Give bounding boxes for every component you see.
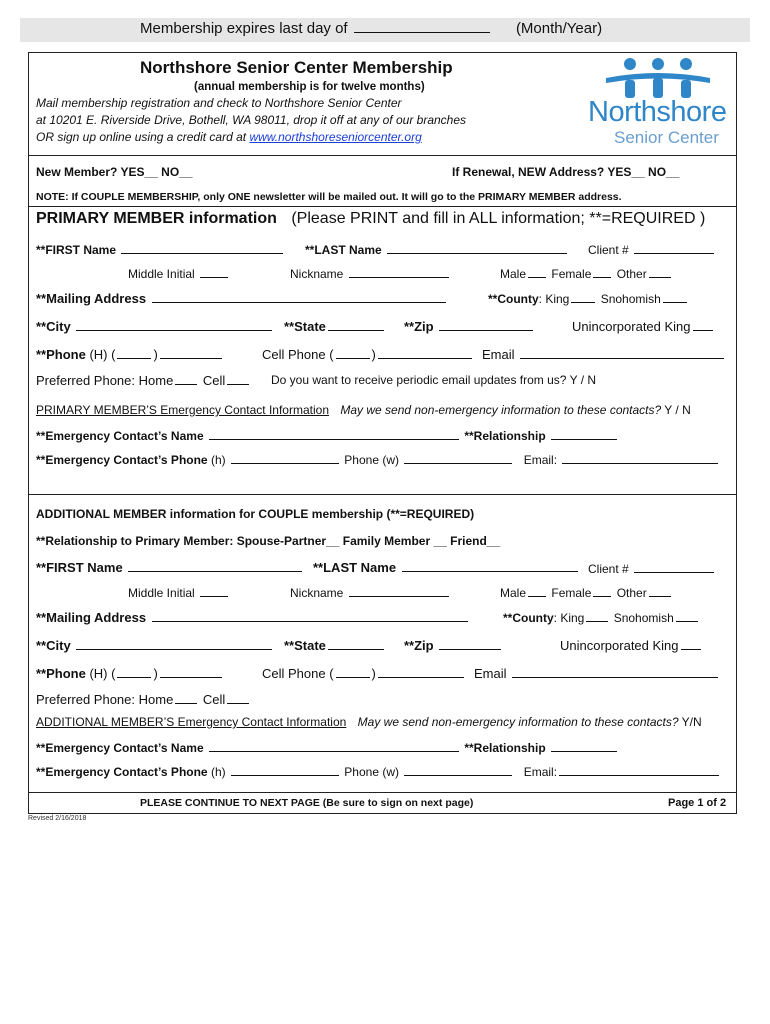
additional-client-label: Client # xyxy=(588,562,629,576)
additional-city-label: **City xyxy=(36,638,71,653)
primary-phone-row: **Phone (H) ( ) xyxy=(36,346,224,362)
additional-nickname-row xyxy=(290,584,451,600)
primary-county-snohomish-label: Snohomish xyxy=(600,292,661,306)
additional-female-field[interactable] xyxy=(593,584,611,597)
logo-word-northshore: Northshore xyxy=(588,96,727,128)
additional-ec-email-label: Email: xyxy=(523,765,558,779)
mail-instructions-2: at 10201 E. Riverside Drive, Bothell, WA 98011, drop it off at any of our branches xyxy=(36,113,467,127)
primary-phone-h-label: (H) ( xyxy=(89,347,116,362)
primary-state-label: **State xyxy=(284,319,326,334)
additional-email-label: Email xyxy=(474,666,507,681)
form-subtitle: (annual membership is for twelve months) xyxy=(194,81,425,93)
additional-middle-initial-row xyxy=(128,584,230,600)
additional-gender-row xyxy=(500,584,673,600)
primary-nickname-row xyxy=(290,265,451,281)
primary-ec-relationship-field[interactable] xyxy=(551,427,617,440)
additional-ec-phone-w-field[interactable] xyxy=(404,763,512,776)
primary-ec-phone-label: **Emergency Contact’s Phone xyxy=(36,453,208,467)
primary-female-label: Female xyxy=(551,267,592,281)
additional-county-row xyxy=(503,609,700,625)
primary-first-name-field[interactable] xyxy=(121,241,283,254)
additional-male-label: Male xyxy=(500,586,527,600)
additional-nickname-field[interactable] xyxy=(349,584,449,597)
additional-emergency-yn[interactable]: Y/N xyxy=(678,715,702,729)
additional-mailing-address-row xyxy=(36,609,470,625)
additional-unincorporated-row xyxy=(560,637,703,653)
additional-cell-phone-label: Cell Phone ( xyxy=(262,666,334,681)
additional-zip-field[interactable] xyxy=(439,637,501,650)
additional-other-field[interactable] xyxy=(649,584,671,597)
primary-gender-row xyxy=(500,265,673,281)
primary-unincorporated-row xyxy=(572,318,715,334)
primary-mailing-address-label: **Mailing Address xyxy=(36,291,147,306)
additional-middle-initial-label: Middle Initial xyxy=(128,586,195,600)
primary-county-snohomish-field[interactable] xyxy=(663,290,687,303)
additional-ec-name-field[interactable] xyxy=(209,739,459,752)
primary-county-king-field[interactable] xyxy=(571,290,595,303)
additional-county-king-field[interactable] xyxy=(586,609,608,622)
primary-ec-name-label: **Emergency Contact’s Name xyxy=(36,429,204,443)
additional-county-snohomish-label: Snohomish xyxy=(613,611,674,625)
primary-client-row xyxy=(588,241,716,257)
primary-cell-area-field[interactable] xyxy=(336,346,370,359)
primary-preferred-cell-field[interactable] xyxy=(227,372,249,385)
additional-ec-relationship-label: **Relationship xyxy=(464,741,546,755)
additional-state-field[interactable] xyxy=(328,637,384,650)
additional-last-name-field[interactable] xyxy=(402,559,578,572)
additional-ec-phone-h-field[interactable] xyxy=(231,763,339,776)
additional-ec-phone-row xyxy=(36,763,721,779)
primary-zip-label: **Zip xyxy=(404,319,434,334)
primary-city-row xyxy=(36,318,274,334)
primary-email-row xyxy=(482,346,726,362)
additional-cell-phone-row: Cell Phone ( ) xyxy=(262,665,466,681)
primary-mailing-address-field[interactable] xyxy=(152,290,446,303)
additional-mailing-address-field[interactable] xyxy=(152,609,468,622)
website-link[interactable]: www.northshoreseniorcenter.org xyxy=(249,130,422,144)
additional-county-label: **County xyxy=(503,611,554,625)
additional-ec-relationship-field[interactable] xyxy=(551,739,617,752)
primary-heading-note: (Please PRINT and fill in ALL information; **=REQUIRED ) xyxy=(291,210,706,227)
primary-cell-phone-label: Cell Phone ( xyxy=(262,347,334,362)
expires-label: Membership expires last day of xyxy=(140,20,348,37)
form-title: Northshore Senior Center Membership xyxy=(140,58,453,77)
renewal-address-question[interactable]: If Renewal, NEW Address? YES__ NO__ xyxy=(452,165,680,179)
additional-zip-row xyxy=(404,637,503,653)
primary-ec-relationship-label: **Relationship xyxy=(464,429,546,443)
primary-emergency-heading: PRIMARY MEMBER’S Emergency Contact Information xyxy=(36,403,329,417)
primary-preferred-phone-row xyxy=(36,372,251,388)
additional-preferred-home-field[interactable] xyxy=(175,691,197,704)
primary-unincorporated-field[interactable] xyxy=(693,318,713,331)
primary-email-field[interactable] xyxy=(520,346,724,359)
primary-phone-area-field[interactable] xyxy=(117,346,151,359)
primary-emergency-yn[interactable]: Y / N xyxy=(661,403,691,417)
primary-heading-row xyxy=(36,210,705,228)
people-icon xyxy=(588,56,728,100)
page-number: Page 1 of 2 xyxy=(668,797,727,809)
primary-preferred-cell-label: Cell xyxy=(202,373,226,388)
primary-state-field[interactable] xyxy=(328,318,384,331)
additional-state-label: **State xyxy=(284,638,326,653)
primary-ec-phone-h-label: (h) xyxy=(207,453,226,467)
additional-preferred-cell-label: Cell xyxy=(202,692,226,707)
primary-male-label: Male xyxy=(500,267,527,281)
additional-client-field[interactable] xyxy=(634,560,714,573)
primary-last-name-row xyxy=(305,241,569,257)
primary-preferred-home-field[interactable] xyxy=(175,372,197,385)
additional-ec-email-field[interactable] xyxy=(559,763,719,776)
additional-zip-label: **Zip xyxy=(404,638,434,653)
additional-first-name-label: **FIRST Name xyxy=(36,560,123,575)
primary-first-name-row xyxy=(36,241,285,257)
additional-cell-number-field[interactable] xyxy=(378,665,464,678)
additional-unincorporated-label: Unincorporated King xyxy=(560,638,679,653)
month-year-label: (Month/Year) xyxy=(515,20,603,37)
additional-city-field[interactable] xyxy=(76,637,272,650)
additional-phone-h-label: (H) ( xyxy=(89,666,116,681)
additional-first-name-field[interactable] xyxy=(128,559,302,572)
new-member-question[interactable]: New Member? YES__ NO__ xyxy=(36,165,193,179)
additional-other-label: Other xyxy=(616,586,647,600)
additional-email-row xyxy=(474,665,720,681)
additional-preferred-phone-row xyxy=(36,691,251,707)
additional-email-field[interactable] xyxy=(512,665,718,678)
logo-word-senior-center: Senior Center xyxy=(614,128,719,147)
primary-ec-name-row xyxy=(36,427,619,443)
additional-ec-phone-label: **Emergency Contact’s Phone xyxy=(36,765,208,779)
additional-middle-initial-field[interactable] xyxy=(200,584,228,597)
primary-ec-phone-w-label: Phone (w) xyxy=(344,453,399,467)
primary-nickname-label: Nickname xyxy=(290,267,344,281)
additional-emergency-heading-row xyxy=(36,715,702,729)
primary-county-label: **County xyxy=(488,292,539,306)
primary-email-updates-question[interactable]: Do you want to receive periodic email updates from us? Y / N xyxy=(271,373,597,387)
additional-client-row xyxy=(588,560,716,576)
additional-heading: ADDITIONAL MEMBER information for COUPLE membership (**=REQUIRED) xyxy=(36,507,475,521)
primary-state-row xyxy=(284,318,386,334)
couple-note: NOTE: If COUPLE MEMBERSHIP, only ONE newsletter will be mailed out. It will go to the PRIMARY MEMBER address. xyxy=(36,191,622,203)
primary-male-field[interactable] xyxy=(528,265,546,278)
additional-phone-label: **Phone xyxy=(36,666,86,681)
primary-cell-number-field[interactable] xyxy=(378,346,472,359)
primary-first-name-label: **FIRST Name xyxy=(36,243,117,257)
additional-emergency-question: May we send non-emergency information to these contacts? xyxy=(357,715,679,729)
additional-county-snohomish-field[interactable] xyxy=(676,609,698,622)
additional-preferred-cell-field[interactable] xyxy=(227,691,249,704)
primary-middle-initial-label: Middle Initial xyxy=(128,267,195,281)
additional-county-king-label: : King xyxy=(553,611,585,625)
primary-emergency-heading-row xyxy=(36,403,691,417)
additional-male-field[interactable] xyxy=(528,584,546,597)
primary-ec-phone-row xyxy=(36,451,720,467)
additional-phone-area-field[interactable] xyxy=(117,665,151,678)
primary-preferred-phone-label: Preferred Phone: Home xyxy=(36,373,174,388)
additional-cell-area-field[interactable] xyxy=(336,665,370,678)
primary-heading: PRIMARY MEMBER information xyxy=(36,210,277,227)
additional-unincorporated-field[interactable] xyxy=(681,637,701,650)
primary-zip-row xyxy=(404,318,535,334)
primary-client-field[interactable] xyxy=(634,241,714,254)
primary-middle-initial-row xyxy=(128,265,230,281)
additional-last-name-label: **LAST Name xyxy=(313,560,397,575)
additional-phone-number-field[interactable] xyxy=(160,665,222,678)
northshore-logo xyxy=(588,56,728,152)
additional-ec-name-label: **Emergency Contact’s Name xyxy=(36,741,204,755)
additional-ec-phone-w-label: Phone (w) xyxy=(344,765,399,779)
primary-last-name-label: **LAST Name xyxy=(305,243,382,257)
primary-city-field[interactable] xyxy=(76,318,272,331)
additional-first-name-row xyxy=(36,559,304,575)
primary-ec-email-field[interactable] xyxy=(562,451,718,464)
primary-mailing-address-row xyxy=(36,290,448,306)
primary-nickname-field[interactable] xyxy=(349,265,449,278)
additional-nickname-label: Nickname xyxy=(290,586,344,600)
primary-ec-email-label: Email: xyxy=(523,453,558,467)
primary-other-label: Other xyxy=(616,267,647,281)
additional-state-row xyxy=(284,637,386,653)
mail-instructions-1: Mail membership registration and check to Northshore Senior Center xyxy=(36,96,402,110)
primary-county-row xyxy=(488,290,689,306)
primary-ec-phone-w-field[interactable] xyxy=(404,451,512,464)
primary-emergency-question: May we send non-emergency information to these contacts? xyxy=(340,403,662,417)
additional-mailing-address-label: **Mailing Address xyxy=(36,610,147,625)
expires-date-field[interactable] xyxy=(354,20,490,33)
primary-last-name-field[interactable] xyxy=(387,241,567,254)
primary-female-field[interactable] xyxy=(593,265,611,278)
additional-relationship-question[interactable]: **Relationship to Primary Member: Spouse-Partner__ Family Member __ Friend__ xyxy=(36,534,501,548)
primary-phone-number-field[interactable] xyxy=(160,346,222,359)
expires-text xyxy=(140,20,602,37)
primary-unincorporated-label: Unincorporated King xyxy=(572,319,691,334)
primary-other-field[interactable] xyxy=(649,265,671,278)
primary-phone-label: **Phone xyxy=(36,347,86,362)
additional-preferred-phone-label: Preferred Phone: Home xyxy=(36,692,174,707)
mail-instructions-3 xyxy=(36,130,422,144)
online-signup-text: OR sign up online using a credit card at xyxy=(36,130,250,144)
additional-last-name-row xyxy=(313,559,580,575)
revised-date: Revised 2/16/2018 xyxy=(28,815,87,822)
additional-phone-row: **Phone (H) ( ) xyxy=(36,665,224,681)
continue-note: PLEASE CONTINUE TO NEXT PAGE (Be sure to sign on next page) xyxy=(140,797,474,809)
primary-client-label: Client # xyxy=(588,243,629,257)
additional-ec-name-row xyxy=(36,739,619,755)
additional-female-label: Female xyxy=(551,586,592,600)
additional-emergency-heading: ADDITIONAL MEMBER’S Emergency Contact Information xyxy=(36,715,347,729)
primary-ec-phone-h-field[interactable] xyxy=(231,451,339,464)
primary-middle-initial-field[interactable] xyxy=(200,265,228,278)
additional-ec-phone-h-label: (h) xyxy=(207,765,226,779)
primary-city-label: **City xyxy=(36,319,71,334)
primary-zip-field[interactable] xyxy=(439,318,533,331)
primary-email-label: Email xyxy=(482,347,515,362)
primary-county-king-label: : King xyxy=(538,292,570,306)
primary-ec-name-field[interactable] xyxy=(209,427,459,440)
additional-city-row xyxy=(36,637,274,653)
primary-cell-phone-row: Cell Phone ( ) xyxy=(262,346,474,362)
